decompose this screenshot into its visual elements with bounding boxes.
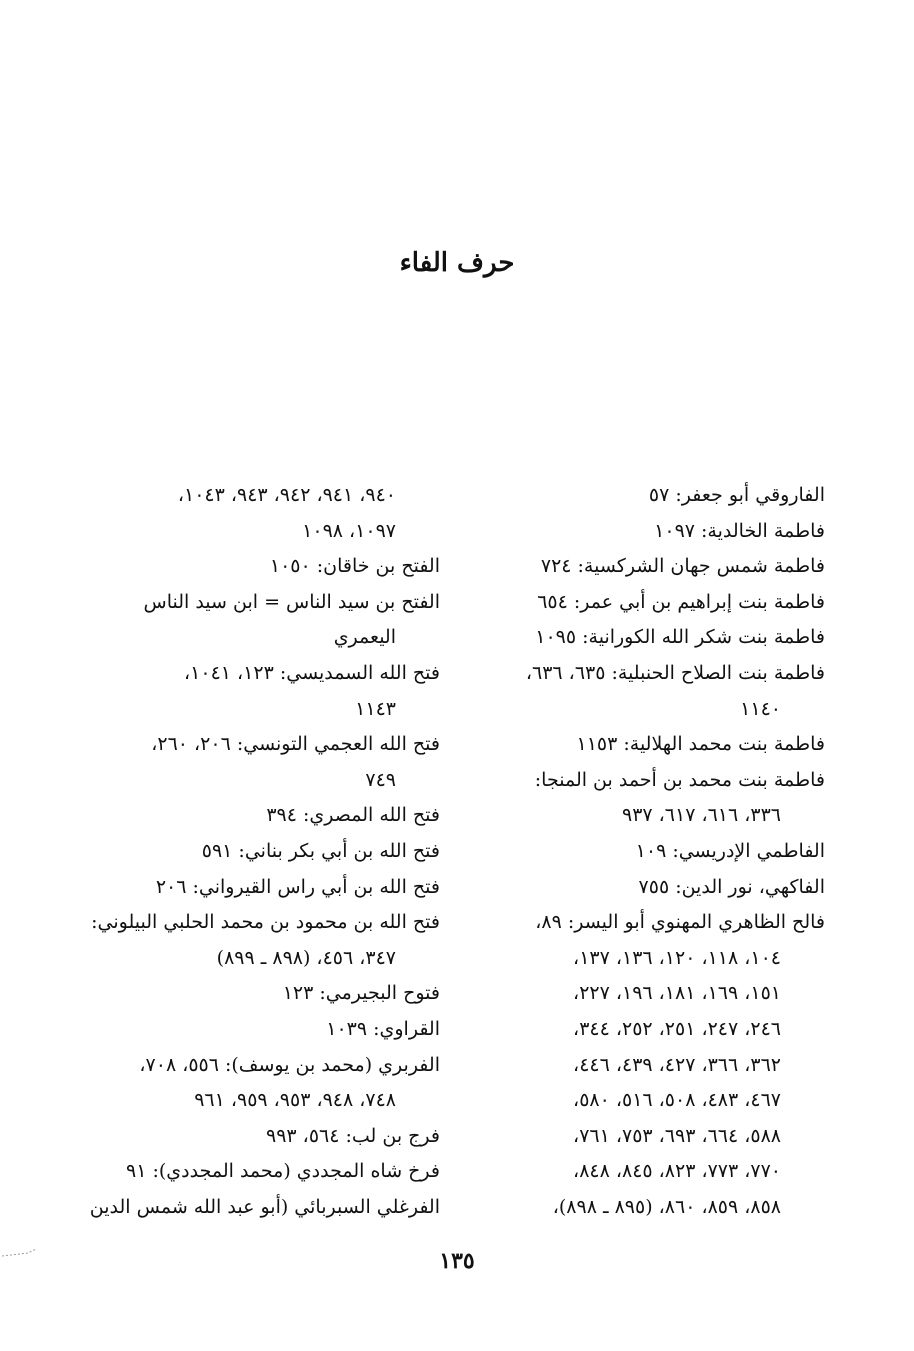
index-entry-line: ١٥١، ١٦٩، ١٨١، ١٩٦، ٢٢٧،: [573, 982, 781, 1005]
index-entry-line: فتح الله العجمي التونسي: ٢٠٦، ٢٦٠،: [151, 733, 440, 756]
index-entry-line: ٣٦٢، ٣٦٦، ٤٢٧، ٤٣٩، ٤٤٦،: [573, 1053, 781, 1076]
index-entry-line: فرخ شاه المجددي (محمد المجددي): ٩١: [126, 1160, 440, 1183]
index-entry-line: ٣٣٦، ٦١٦، ٦١٧، ٩٣٧: [621, 804, 781, 827]
index-entry-line: فاطمة بنت شكر الله الكورانية: ١٠٩٥: [535, 626, 825, 649]
index-entry-line: اليعمري: [333, 626, 396, 649]
index-entry-line: ٣٤٧، ٤٥٦، (٨٩٨ ـ ٨٩٩): [216, 946, 396, 969]
index-entry-line: الفتح بن خاقان: ١٠٥٠: [269, 555, 440, 578]
index-entry-line: ١١٤٣: [355, 697, 396, 720]
index-column-left: [88, 478, 440, 1225]
index-entry-line: ٩٤٠، ٩٤١، ٩٤٢، ٩٤٣، ١٠٤٣،: [177, 484, 396, 506]
index-entry-line: ٤٦٧، ٤٨٣، ٥٠٨، ٥١٦، ٥٨٠،: [573, 1089, 781, 1112]
index-entry-line: ١١٤٠: [740, 697, 781, 720]
index-entry-line: ٧٤٩: [365, 768, 396, 791]
index-entry-line: فاطمة بنت محمد الهلالية: ١١٥٣: [576, 733, 825, 756]
page-number: ١٣٥: [439, 1248, 475, 1274]
index-entry-line: الفاروقي أبو جعفر: ٥٧: [648, 484, 825, 506]
index-entry-line: فتح الله السمديسي: ١٢٣، ١٠٤١،: [184, 661, 440, 684]
index-entry-line: القراوي: ١٠٣٩: [326, 1017, 440, 1040]
index-entry-line: ٥٨٨، ٦٦٤، ٦٩٣، ٧٥٣، ٧٦١،: [573, 1124, 781, 1147]
index-entry-line: ٧٤٨، ٩٤٨، ٩٥٣، ٩٥٩، ٩٦١: [194, 1089, 396, 1112]
page-title: حرف الفاء: [399, 248, 515, 278]
index-entry-line: الفرغلي السبربائي (أبو عبد الله شمس الدين: [89, 1195, 440, 1218]
index-entry-line: ٧٧٠، ٧٧٣، ٨٢٣، ٨٤٥، ٨٤٨،: [573, 1160, 781, 1183]
index-entry-line: فالح الظاهري المهنوي أبو اليسر: ٨٩،: [535, 911, 825, 934]
index-entry-line: ٢٤٦، ٢٤٧، ٢٥١، ٢٥٢، ٣٤٤،: [573, 1017, 781, 1040]
index-entry-line: الفربري (محمد بن يوسف): ٥٥٦، ٧٠٨،: [139, 1053, 440, 1076]
index-entry-line: الفاطمي الإدريسي: ١٠٩: [635, 839, 825, 862]
index-entry-line: فتح الله بن محمود بن محمد الحلبي البيلوني:: [91, 911, 440, 934]
index-entry-line: فاطمة شمس جهان الشركسية: ٧٢٤: [540, 555, 825, 578]
margin-smudge-icon: [0, 1246, 40, 1260]
index-entry-line: فتوح البجيرمي: ١٢٣: [282, 982, 440, 1005]
index-entry-line: فرج بن لب: ٥٦٤، ٩٩٣: [266, 1124, 440, 1147]
index-column-right: [470, 478, 825, 1225]
index-entry-line: ٨٥٨، ٨٥٩، ٨٦٠، (٨٩٥ ـ ٨٩٨)،: [552, 1195, 781, 1218]
index-entry-line: ١٠٩٧، ١٠٩٨: [302, 519, 396, 542]
index-entry-line: الفتح بن سيد الناس = ابن سيد الناس: [143, 590, 440, 613]
index-entry-line: فاطمة بنت محمد بن أحمد بن المنجا:: [534, 768, 825, 791]
index-entry-line: فتح الله المصري: ٣٩٤: [266, 804, 440, 827]
index-entry-line: فتح الله بن أبي بكر بناني: ٥٩١: [201, 839, 440, 862]
index-entry-line: فاطمة بنت الصلاح الحنبلية: ٦٣٥، ٦٣٦،: [525, 661, 825, 684]
index-entry-line: فتح الله بن أبي راس القيرواني: ٢٠٦: [155, 875, 440, 898]
index-entry-line: الفاكهي، نور الدين: ٧٥٥: [638, 875, 825, 898]
index-entry-line: ١٠٤، ١١٨، ١٢٠، ١٣٦، ١٣٧،: [573, 946, 781, 969]
index-entry-line: فاطمة الخالدية: ١٠٩٧: [654, 519, 825, 542]
index-entry-line: فاطمة بنت إبراهيم بن أبي عمر: ٦٥٤: [537, 590, 825, 613]
